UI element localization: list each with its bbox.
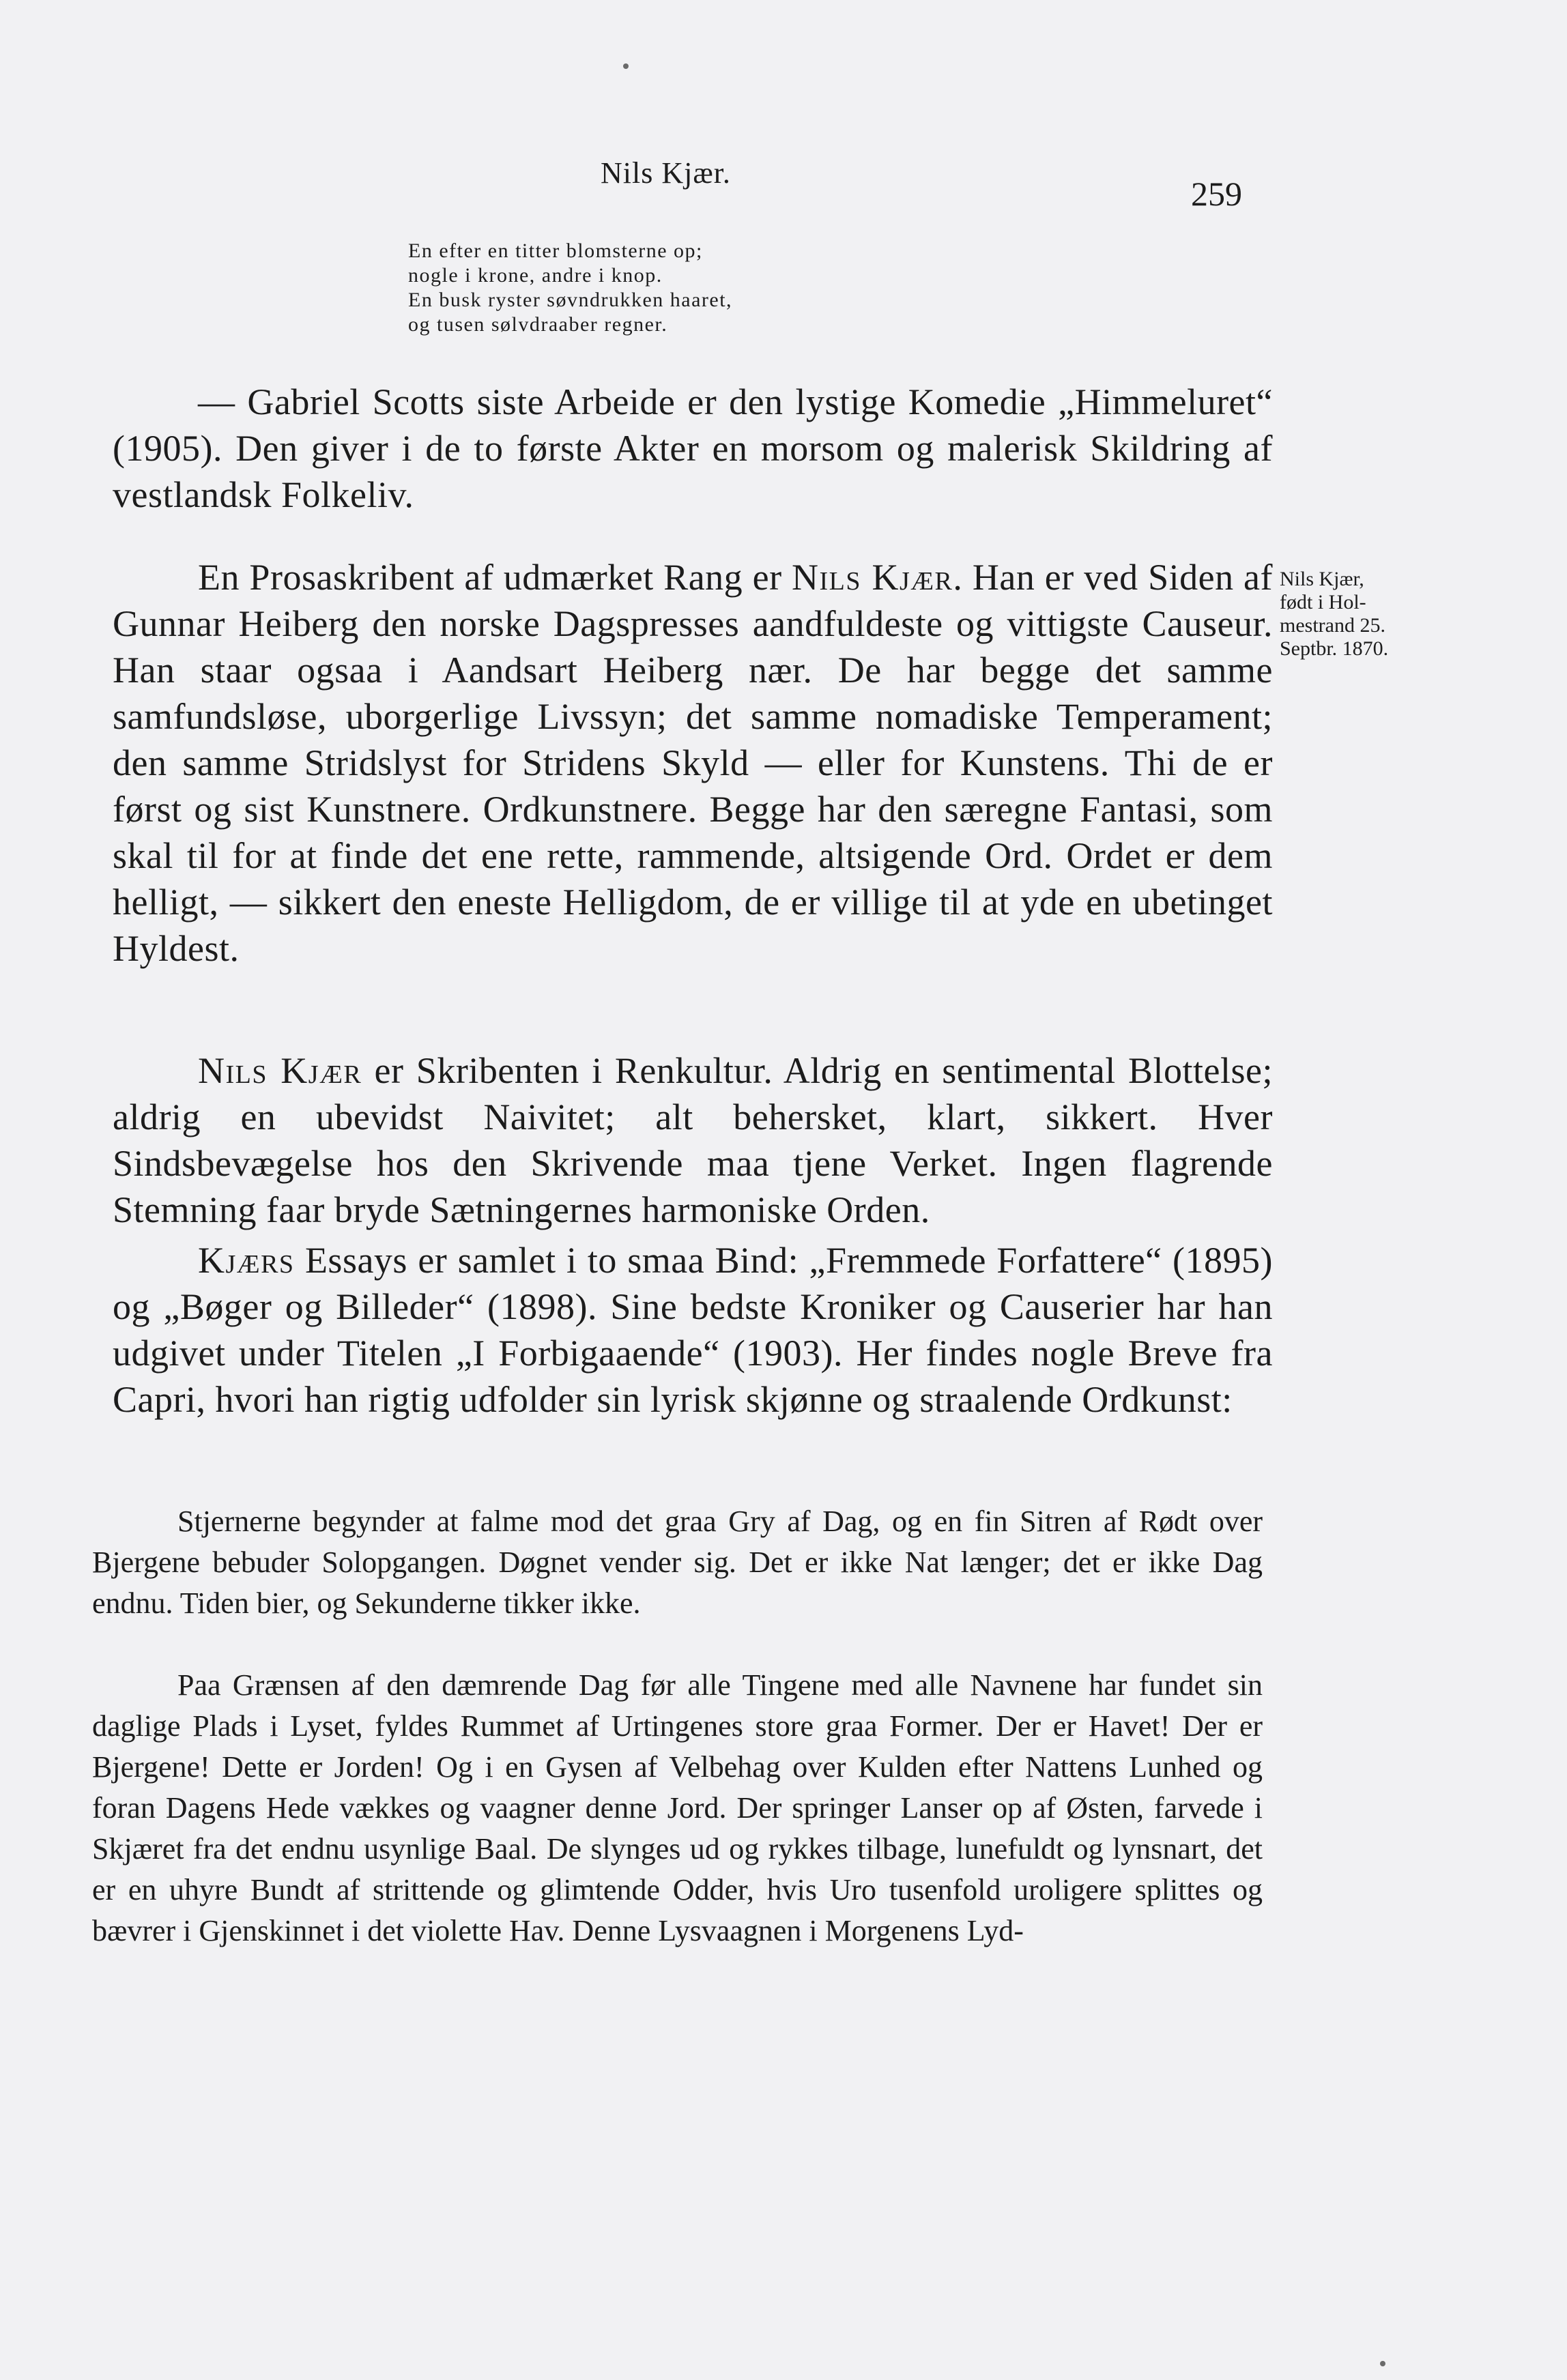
poem-line: En busk ryster søvndrukken haaret, <box>408 289 733 311</box>
paragraph-rest: . Han er ved Siden af Gunnar Heiberg den norske Dagspresses aandfuldeste og vittigste Causeur. Han staar ogsaa i Aandsart Heiberg nær. De har begge det samme samfundsløse, uborgerlige Livssyn; det samme nomadiske Temperament; den samme Stridslyst for Stridens Skyld — eller for Kunstens. Thi de er først og sist Kunstnere. Ordkunstnere. Begge har den særegne Fantasi, som skal til for at finde det ene rette, rammende, altsigende Ord. Ordet er dem helligt, — sikkert den eneste Helligdom, de er villige til at yde en ubetinget Hyldest. <box>113 557 1274 969</box>
running-head-title: Nils Kjær. <box>601 156 731 190</box>
paragraph-scott-text: — Gabriel Scotts siste Arbeide er den lystige Komedie „Himmeluret“ (1905). Den giver i de to første Akter en morsom og malerisk Skildring af vestlandsk Folkeliv. <box>113 381 1273 515</box>
margin-note-line: Septbr. 1870. <box>1280 637 1389 660</box>
poem-stanza <box>408 239 732 337</box>
paragraph-scott <box>113 379 1273 518</box>
author-name: Nils Kjær <box>792 557 953 598</box>
poem-line: nogle i krone, andre i knop. <box>408 264 663 287</box>
paragraph-essays <box>113 1237 1273 1423</box>
author-name: Nils Kjær <box>198 1050 362 1091</box>
paragraph-rest: er Skribenten i Renkultur. Aldrig en sentimental Blottelse; aldrig en ubevidst Naivitet; alt behersket, klart, sikkert. Hver Sindsbevægelse hos den Skrivende maa tjene Verket. Ingen flagrende Stemning faar bryde Sætningernes harmoniske Orden. <box>113 1050 1273 1230</box>
poem-line: og tusen sølvdraaber regner. <box>408 313 668 336</box>
margin-note-line: Nils Kjær, <box>1280 568 1364 590</box>
paragraph-prosaskribent <box>113 554 1273 972</box>
page-number: 259 <box>1191 175 1242 213</box>
poem-line: En efter en titter blomsterne op; <box>408 240 703 262</box>
quoted-passage-2 <box>92 1665 1263 1951</box>
paragraph-rest: Essays er samlet i to smaa Bind: „Fremmede Forfattere“ (1895) og „Bøger og Billeder“ (1898). Sine bedste Kroniker og Causerier har han udgivet under Titelen „I Forbigaaende“ (1903). Her findes nogle Breve fra Capri, hvori han rigtig udfolder sin lyrisk skjønne og straalende Ordkunst: <box>113 1240 1273 1420</box>
margin-note-line: født i Hol- <box>1280 591 1366 613</box>
quoted-passage-text: Stjernerne begynder at falme mod det graa Gry af Dag, og en fin Sitren af Rødt over Bjergene bebuder Solopgangen. Døgnet vender sig. Det er ikke Nat længer; det er ikke Dag endnu. Tiden bier, og Sekunderne tikker ikke. <box>92 1505 1263 1620</box>
quoted-passage-1 <box>92 1501 1263 1624</box>
print-speck <box>623 63 629 69</box>
margin-note-line: mestrand 25. <box>1280 614 1385 637</box>
author-name: Kjærs <box>198 1240 295 1281</box>
print-speck <box>1380 2361 1385 2366</box>
quoted-passage-text: Paa Grænsen af den dæmrende Dag før alle Tingene med alle Navnene har fundet sin daglige Plads i Lyset, fyldes Rummet af Urtingenes store graa Former. Der er Havet! Der er Bjergene! Dette er Jorden! Og i en Gysen af Velbehag over Kulden efter Nattens Lunhed og foran Dagens Hede vækkes og vaagner denne Jord. Der springer Lanser op af Østen, farvede i Skjæret fra det endnu usynlige Baal. De slynges ud og rykkes tilbage, lunefuldt og lynsnart, det er en uhyre Bundt af strittende og glimtende Odder, hvis Uro tusenfold uroligere splittes og bævrer i Gjenskinnet i det violette Hav. Denne Lysvaagnen i Morgenens Lyd- <box>92 1668 1263 1947</box>
paragraph-skribent <box>113 1047 1273 1233</box>
margin-note <box>1280 568 1388 661</box>
paragraph-lead: En Prosaskribent af udmærket Rang er <box>198 557 792 598</box>
